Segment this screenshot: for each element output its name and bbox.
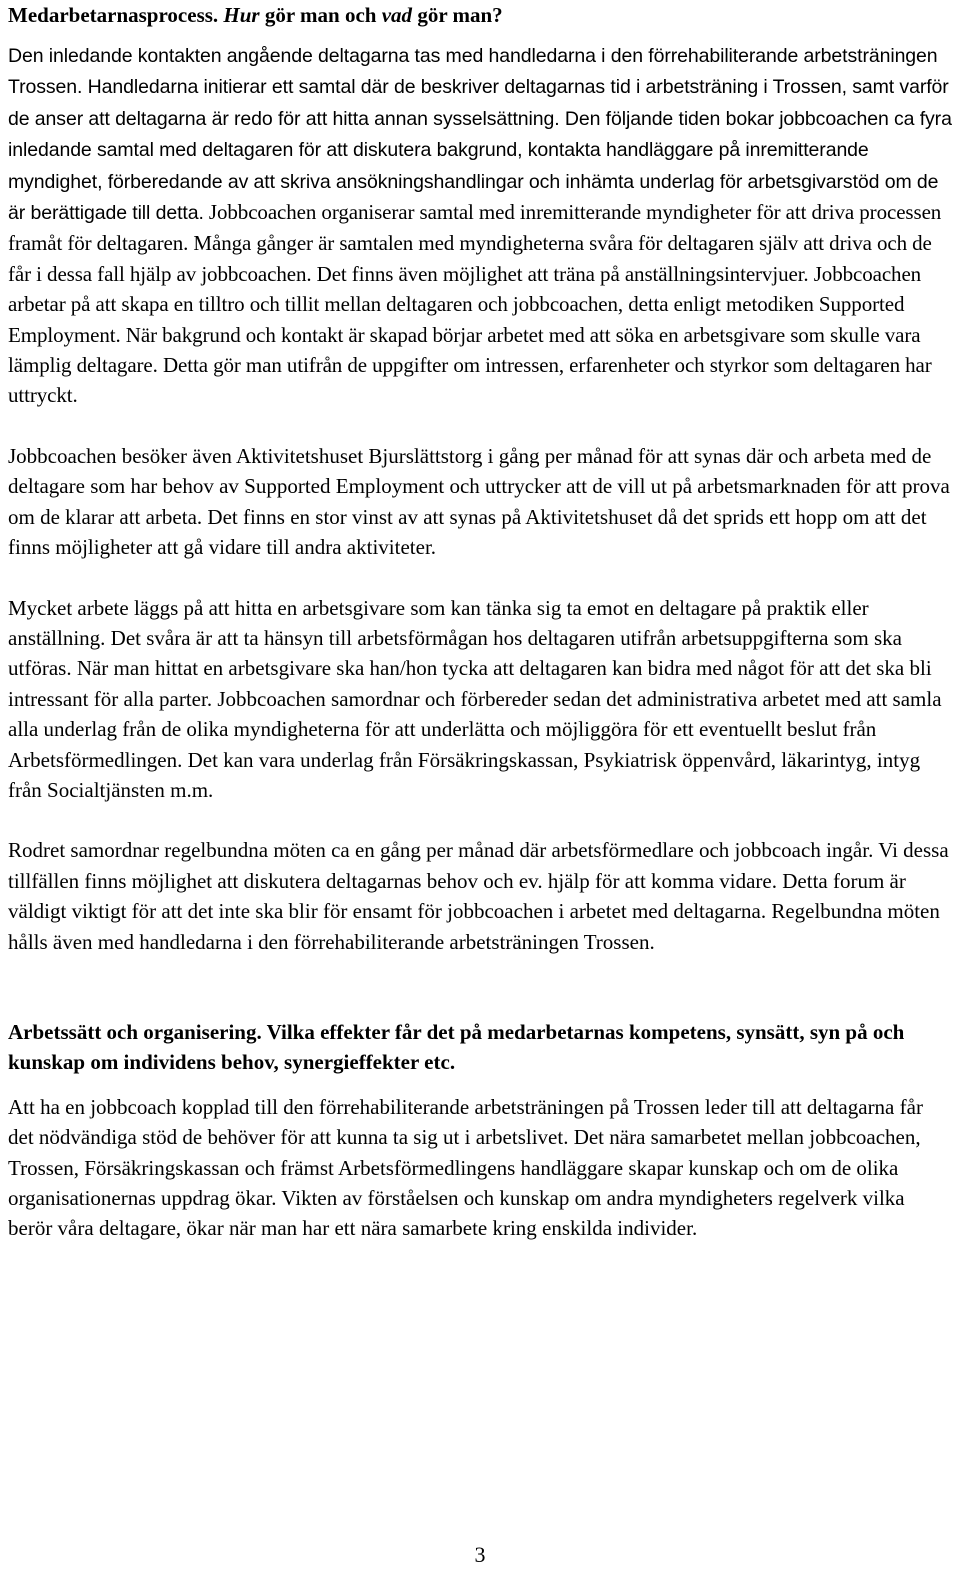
heading-text-part: gör man och — [259, 3, 382, 27]
heading-text-part: gör man? — [412, 3, 503, 27]
paragraph-jobbcoach-effekter: Att ha en jobbcoach kopplad till den förrehabiliterande arbetsträningen på Trossen leder till att deltagarna får det nödvändiga stöd de behöver för att kunna ta sig ut i arbetslivet. Det nära samarbetet mellan jobbcoachen, Trossen, Försäkringskassan och främst Arbetsförmedlingens handläggare skapar kunskap och om de olika organisationernas uppdrag ökar. Vikten av förståelsen och kunskap om andra myndigheters regelverk vilka berör våra deltagare, ökar när man har ett nära samarbete kring enskilda individer. — [8, 1094, 923, 1241]
section-heading-process — [8, 0, 952, 30]
heading-text-part: Medarbetarnasprocess. — [8, 3, 224, 27]
page-number: 3 — [474, 1542, 486, 1567]
heading-emphasis-hur: Hur — [223, 3, 260, 27]
paragraph-aktivitetshuset: Jobbcoachen besöker även Aktivitetshuset Bjurslättstorg i gång per månad för att synas där och arbeta med de deltagare som har behov av Supported Employment och uttrycker att de vill ut på arbetsmarknaden för att prova om de klarar att arbeta. Det finns en stor vinst av att synas på Aktivitetshuset då det sprids ett hopp om att det finns möjligheter att gå vidare till andra aktiviteter. — [8, 443, 950, 560]
paragraph-intro-sans-text: Den inledande kontakten angående deltagarna tas med handledarna i den förrehabiliterande arbetsträningen Trossen. Handledarna initierar ett samtal där de beskriver deltagarnas tid i arbetsträning i Trossen, samt varför de anser att deltagarna är redo för att hitta annan sysselsättning. Den följande tiden bokar jobbcoachen ca fyra inledande samtal med deltagaren för att diskutera bakgrund, kontakta handläggare på inremitterande myndighet, förberedande av att skriva ansökningshandlingar och inhämta underlag för arbetsgivarstöd om de är berättigade till detta. — [8, 45, 952, 225]
section-heading-arbetssatt: Arbetssätt och organisering. Vilka effekter får det på medarbetarnas kompetens, synsätt, syn på och kunskap om individens behov, synergieffekter etc. — [8, 1019, 905, 1075]
paragraph-intro — [8, 40, 952, 411]
paragraph-arbetsgivare: Mycket arbete läggs på att hitta en arbetsgivare som kan tänka sig ta emot en deltagare på praktik eller anställning. Det svåra är att ta hänsyn till arbetsförmågan hos deltagaren utifrån arbetsuppgifterna som ska utföras. När man hittat en arbetsgivare ska han/hon tycka att deltagaren kan bidra med något för att det ska bli intressant för alla parter. Jobbcoachen samordnar och förbereder sedan det administrativa arbetet med att samla alla underlag från de olika myndigheterna för att underlätta och möjliggöra för ett eventuellt beslut från Arbetsförmedlingen. Det kan vara underlag från Försäkringskassan, Psykiatrisk öppenvård, läkarintyg, intyg från Socialtjänsten m.m. — [8, 595, 942, 802]
document-page — [8, 0, 952, 1244]
heading-emphasis-vad: vad — [381, 3, 413, 27]
paragraph-intro-serif-text: Jobbcoachen organiserar samtal med inremitterande myndigheter för att driva processen framåt för deltagaren. Många gånger är samtalen med myndigheterna svåra för deltagaren själv att driva och de får i dessa fall hjälp av jobbcoachen. Det finns även möjlighet att träna på anställningsintervjuer. Jobbcoachen arbetar på att skapa en tilltro och tillit mellan deltagaren och jobbcoachen, detta enligt metodiken Supported Employment. När bakgrund och kontakt är skapad börjar arbetet med att söka en arbetsgivare som skulle vara lämplig deltagare. Detta gör man utifrån de uppgifter om intressen, erfarenheter och styrkor som deltagaren har uttryckt. — [8, 200, 942, 408]
paragraph-rodret: Rodret samordnar regelbundna möten ca en gång per månad där arbetsförmedlare och jobbcoach ingår. Vi dessa tillfällen finns möjlighet att diskutera deltagarnas behov och ev. hjälp för att komma vidare. Detta forum är väldigt viktigt för att det inte ska blir för ensamt för jobbcoachen i arbetet med deltagarna. Regelbundna möten hålls även med handledarna i den förrehabiliterande arbetsträningen Trossen. — [8, 838, 949, 954]
